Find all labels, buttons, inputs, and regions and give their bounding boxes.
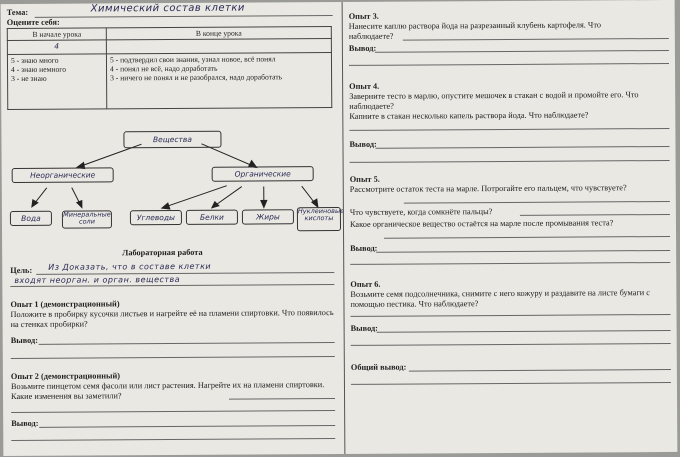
- exp1-conclusion: Вывод:: [10, 335, 39, 346]
- worksheet: [1, 0, 678, 456]
- leaf-nucleic-acids: Нуклеиновые кислоты: [297, 207, 341, 231]
- leaf-mineral-salts: Минеральные соли: [62, 210, 112, 228]
- exp2-text: Возьмите пинцетом семя фасоли или лист растения. Нагрейте их на пламени спиртовки. Какие изменения вы заметили?: [10, 380, 325, 402]
- topic-label: Тема:: [6, 7, 29, 18]
- exp4-text-1: Заверните тесто в марлю, опустите мешочек в стакан с водой и промойте его. Что наблюдаете?: [349, 90, 639, 111]
- answer-line: [377, 330, 671, 333]
- node-inorganic: Неорганические: [12, 167, 114, 183]
- lab-title: Лабораторная работа: [122, 247, 203, 258]
- goal-handwriting-2: входят неорган. и орган. вещества: [14, 274, 181, 285]
- exp3-text: Нанесите каплю раствора йода на разрезанный клубень картофеля. Что наблюдаете?: [348, 20, 602, 41]
- exp1-title: Опыт 1 (демонстрационный): [10, 299, 120, 310]
- start-grade-options: [7, 54, 106, 110]
- answer-line: [11, 410, 335, 413]
- exp4-conclusion: Вывод:: [349, 139, 377, 149]
- answer-line: [350, 160, 670, 163]
- answer-line: [375, 50, 669, 53]
- exp5-text-2: Что чувствуете, когда сомкнёте пальцы?: [349, 207, 493, 217]
- exp5-text-1: Рассмотрите остаток теста на марле. Потрогайте его пальцем, что чувствуете?: [349, 183, 627, 194]
- node-substances: Вещества: [123, 131, 221, 149]
- goal-label: Цель:: [10, 265, 33, 276]
- exp2-conclusion: Вывод:: [11, 418, 39, 429]
- answer-line: [351, 314, 671, 317]
- leaf-water: Вода: [10, 211, 52, 226]
- answer-line: [349, 63, 669, 66]
- option: 5 - знаю много: [10, 55, 59, 66]
- end-grade-options: [106, 53, 331, 109]
- answer-line: [351, 343, 671, 346]
- answer-line: [384, 236, 670, 239]
- answer-line: [404, 201, 670, 204]
- exp5-text-3: Какое органическое вещество остаётся на марле после промывания теста?: [349, 218, 614, 229]
- topic-line: [35, 15, 333, 18]
- answer-line: [39, 425, 335, 428]
- answer-line: [11, 438, 335, 441]
- self-assess-label: Оцените себя:: [6, 17, 60, 28]
- right-column: [342, 0, 678, 454]
- answer-line: [11, 356, 335, 359]
- self-assessment-table: [7, 26, 332, 110]
- exp4-title: Опыт 4.: [349, 81, 380, 91]
- col-start-header: В начале урока: [7, 28, 106, 41]
- option: 3 - ничего не понял и не разобрался, надо доработать: [110, 72, 283, 83]
- exp4-text-2: Капните в стакан несколько капель раствора йода. Что наблюдаете?: [349, 110, 589, 121]
- option: 3 - не знаю: [11, 73, 47, 84]
- answer-line: [350, 262, 670, 265]
- general-conclusion: Общий вывод:: [350, 362, 407, 372]
- start-grade-handwriting: 4: [54, 41, 60, 51]
- leaf-fats: Жиры: [242, 209, 294, 224]
- exp3-title: Опыт 3.: [348, 11, 379, 21]
- answer-line: [351, 382, 671, 385]
- topic-handwriting: Химический состав клетки: [90, 2, 245, 15]
- goal-handwriting-1: Из Доказать, что в составе клетки: [48, 261, 212, 272]
- option: 5 - подтвердил свои знания, узнал новое, всё понял: [109, 54, 276, 65]
- exp1-text: Положите в пробирку кусочки листьев и нагрейте её на пламени спиртовки. Что появилось на стенках пробирки?: [10, 308, 334, 330]
- exp2-title: Опыт 2 (демонстрационный): [10, 371, 121, 382]
- answer-line: [376, 250, 670, 253]
- answer-line: [409, 369, 671, 372]
- exp3-conclusion: Вывод:: [348, 43, 377, 53]
- col-end-header: В конце урока: [106, 27, 331, 40]
- exp6-conclusion: Вывод:: [350, 323, 378, 333]
- answer-line: [39, 342, 335, 345]
- leaf-proteins: Белки: [186, 210, 238, 225]
- answer-line: [376, 146, 670, 149]
- exp6-title: Опыт 6.: [350, 279, 381, 289]
- answer-line: [349, 128, 669, 131]
- option: 4 - понял не всё, надо доработать: [109, 63, 218, 74]
- exp5-title: Опыт 5.: [349, 174, 380, 184]
- node-organic: Органические: [212, 166, 314, 182]
- exp5-conclusion: Вывод:: [350, 243, 378, 253]
- option: 4 - знаю немного: [10, 64, 67, 75]
- left-column: [1, 2, 344, 456]
- exp6-text: Возьмите семя подсолнечника, снимите с него кожуру и раздавите на листе бумаги с помощью пестика. Что наблюдаете?: [350, 288, 651, 309]
- answer-line: [520, 214, 670, 216]
- leaf-carbohydrates: Углеводы: [130, 210, 182, 225]
